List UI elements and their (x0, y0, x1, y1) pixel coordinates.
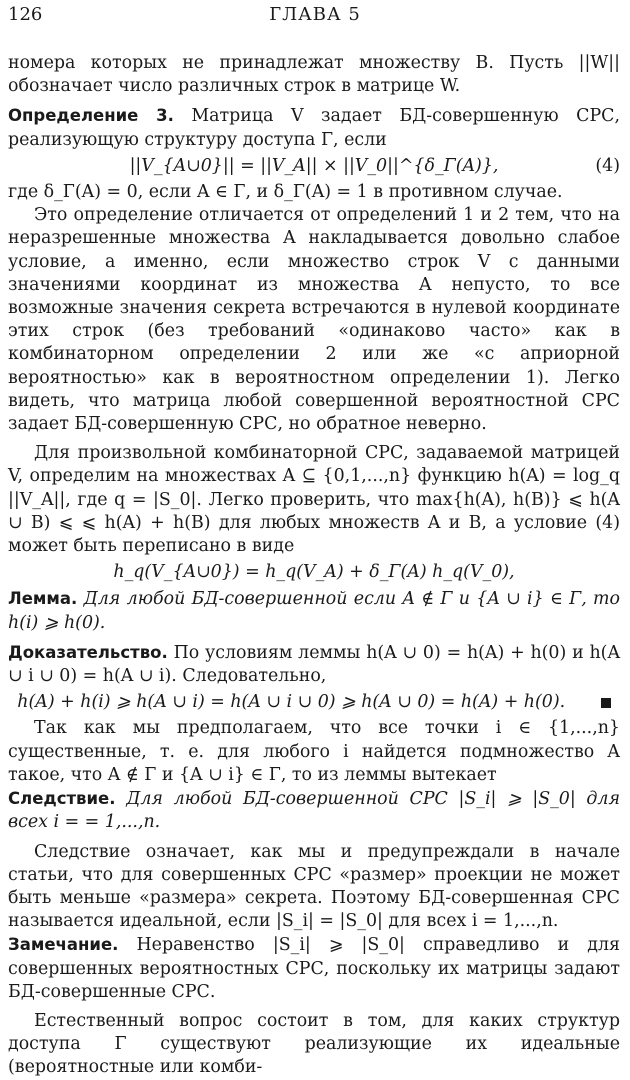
equation-4-number: (4) (595, 155, 620, 176)
page-header (8, 4, 622, 28)
proof-label: Доказательство. (8, 642, 168, 662)
proof-text: По условиям леммы h(A ∪ 0) = h(A) + h(0) и h(A ∪ i ∪ 0) = h(A ∪ i). Следовательно, (8, 642, 621, 687)
qed-square-icon (601, 698, 611, 708)
lemma (8, 587, 620, 634)
remark (8, 933, 620, 1004)
remark-label: Замечание. (8, 935, 119, 955)
remark-text: Неравенство |S_i| ⩾ |S_0| справедливо и для совершенных вероятностных СРС, поскольку их матрицы задают БД-совершенные СРС. (8, 935, 620, 1002)
corollary-label: Следствие. (8, 789, 116, 809)
equation-entropy (8, 561, 620, 584)
paragraph-continuation: номера которых не принадлежат множеству B. Пусть ||W|| обозначает число различных строк в матрице W. (8, 53, 620, 97)
paragraph-where: где δ_Γ(A) = 0, если A ∈ Γ, и δ_Γ(A) = 1 в противном случае. (8, 182, 563, 203)
paragraph-definition-remark: Это определение отличается от определений 1 и 2 тем, что на неразрешенные множества A накладывается довольно слабое условие, а именно, если множество строк V с данными значениями координат из множества A непусто, то все возможные значения секрета встречаются в нулевой координате этих строк (без требований «одинаково часто» как в комбинаторном определении 2 или же «с априорной вероятностью» как в вероятностном определении 1). Легко видеть, что матрица любой совершенной вероятностной СРС задает БД-совершенную СРС, но обратное неверно. (8, 205, 620, 435)
paragraph-natural-question: Естественный вопрос состоит в том, для каких структур доступа Γ существуют реализующие их идеальные (вероятностные или комби- (8, 1010, 620, 1078)
definition-label: Определение 3. (8, 106, 174, 126)
paragraph-essential-points: Так как мы предполагаем, что все точки i ∈ {1,...,n} существенные, т. е. для любого i найдется подмножество A такое, что A ∉ Γ и {A ∪ i} ∈ Γ, то из леммы вытекает (8, 718, 620, 785)
definition-text: Матрица V задает БД-совершенную СРС, реализующую структуру доступа Γ, если (8, 106, 620, 150)
equation-4 (8, 155, 620, 178)
page-body (8, 52, 620, 1080)
lemma-text: Для любой БД-совершенной если A ∉ Γ и {A ∪ i} ∈ Γ, то h(i) ⩾ h(0). (8, 589, 620, 633)
equation-proof (8, 691, 620, 714)
corollary-text: Для любой БД-совершенной СРС |S_i| ⩾ |S_0| для всех i = = 1,...,n. (8, 789, 621, 833)
lemma-label: Лемма. (8, 589, 78, 609)
running-head: ГЛАВА 5 (269, 4, 361, 25)
definition-3 (8, 104, 620, 151)
proof (8, 641, 620, 688)
page-number: 126 (8, 4, 43, 25)
equation-4-body: ||V_{A∪0}|| = ||V_A|| × ||V_0||^{δ_Γ(A)}, (129, 155, 499, 176)
paragraph-ideal: Следствие означает, как мы и предупреждали в начале статьи, что для совершенных СРС «размер» проекции не может быть меньше «размера» секрета. Поэтому БД-совершенная СРС называется идеальной, если |S_i| = |S_0| для всех i = 1,...,n. (8, 841, 620, 932)
equation-entropy-body: h_q(V_{A∪0}) = h_q(V_A) + δ_Γ(A) h_q(V_0), (113, 562, 515, 583)
equation-proof-body: h(A) + h(i) ⩾ h(A ∪ i) = h(A ∪ i ∪ 0) ⩾ h(A ∪ 0) = h(A) + h(0). (17, 692, 566, 713)
paragraph-combinatorial: Для произвольной комбинаторной СРС, задаваемой матрицей V, определим на множествах A ⊆ {0,1,...,n} функцию h(A) = log_q ||V_A||, где q = |S_0|. Легко проверить, что max{h(A), h(B)} ⩽ h(A ∪ B) ⩽ ⩽ h(A) + h(B) для любых множеств A и B, а условие (4) может быть переписано в виде (8, 443, 620, 557)
corollary (8, 787, 620, 834)
